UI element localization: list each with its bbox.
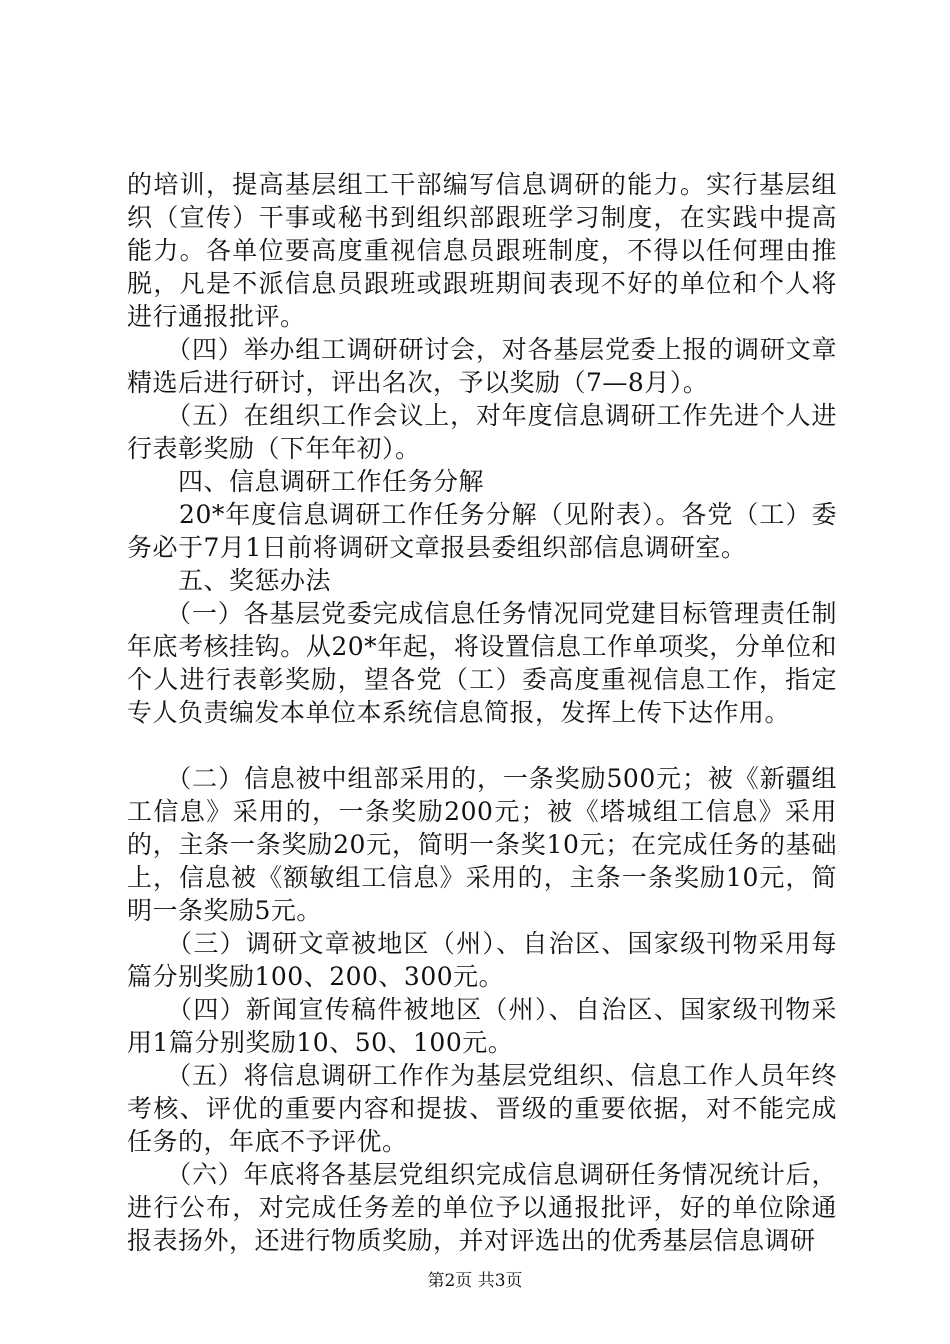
paragraph: （一）各基层党委完成信息任务情况同党建目标管理责任制年底考核挂钩。从20*年起，将设置信息工作单项奖，分单位和个人进行表彰奖励，望各党（工）委高度重视信息工作，指定专人负责编发本单位本系统信息简报，发挥上传下达作用。 bbox=[127, 599, 837, 727]
paragraph: （六）年底将各基层党组织完成信息调研任务情况统计后，进行公布，对完成任务差的单位予以通报批评，好的单位除通报表扬外，还进行物质奖励，并对评选出的优秀基层信息调研 bbox=[127, 1160, 837, 1255]
page-number-footer: 第2页 共3页 bbox=[427, 1271, 523, 1291]
document-body bbox=[127, 168, 837, 1257]
paragraph: （四）新闻宣传稿件被地区（州）、自治区、国家级刊物采用1篇分别奖励10、50、100元。 bbox=[127, 995, 837, 1057]
paragraph: （五）将信息调研工作作为基层党组织、信息工作人员年终考核、评优的重要内容和提拔、晋级的重要依据，对不能完成任务的，年底不予评优。 bbox=[127, 1061, 837, 1156]
section-heading: 五、奖惩办法 bbox=[127, 566, 332, 595]
paragraph: （四）举办组工调研研讨会，对各基层党委上报的调研文章精选后进行研讨，评出名次，予以奖励（7—8月）。 bbox=[127, 335, 837, 397]
paragraph: 20*年度信息调研工作任务分解（见附表）。各党（工）委务必于7月1日前将调研文章报县委组织部信息调研室。 bbox=[127, 500, 837, 562]
paragraph: （五）在组织工作会议上，对年度信息调研工作先进个人进行表彰奖励（下年年初）。 bbox=[127, 401, 837, 463]
paragraph: （二）信息被中组部采用的，一条奖励500元；被《新疆组工信息》采用的，一条奖励200元；被《塔城组工信息》采用的，主条一条奖励20元，简明一条奖10元；在完成任务的基础上，信息被《额敏组工信息》采用的，主条一条奖励10元，简明一条奖励5元。 bbox=[127, 764, 837, 925]
paragraph: （三）调研文章被地区（州）、自治区、国家级刊物采用每篇分别奖励100、200、300元。 bbox=[127, 929, 837, 991]
section-heading: 四、信息调研工作任务分解 bbox=[127, 467, 485, 496]
paragraph: 的培训，提高基层组工干部编写信息调研的能力。实行基层组织（宣传）干事或秘书到组织部跟班学习制度，在实践中提高能力。各单位要高度重视信息员跟班制度，不得以任何理由推脱，凡是不派信息员跟班或跟班期间表现不好的单位和个人将进行通报批评。 bbox=[127, 170, 837, 331]
